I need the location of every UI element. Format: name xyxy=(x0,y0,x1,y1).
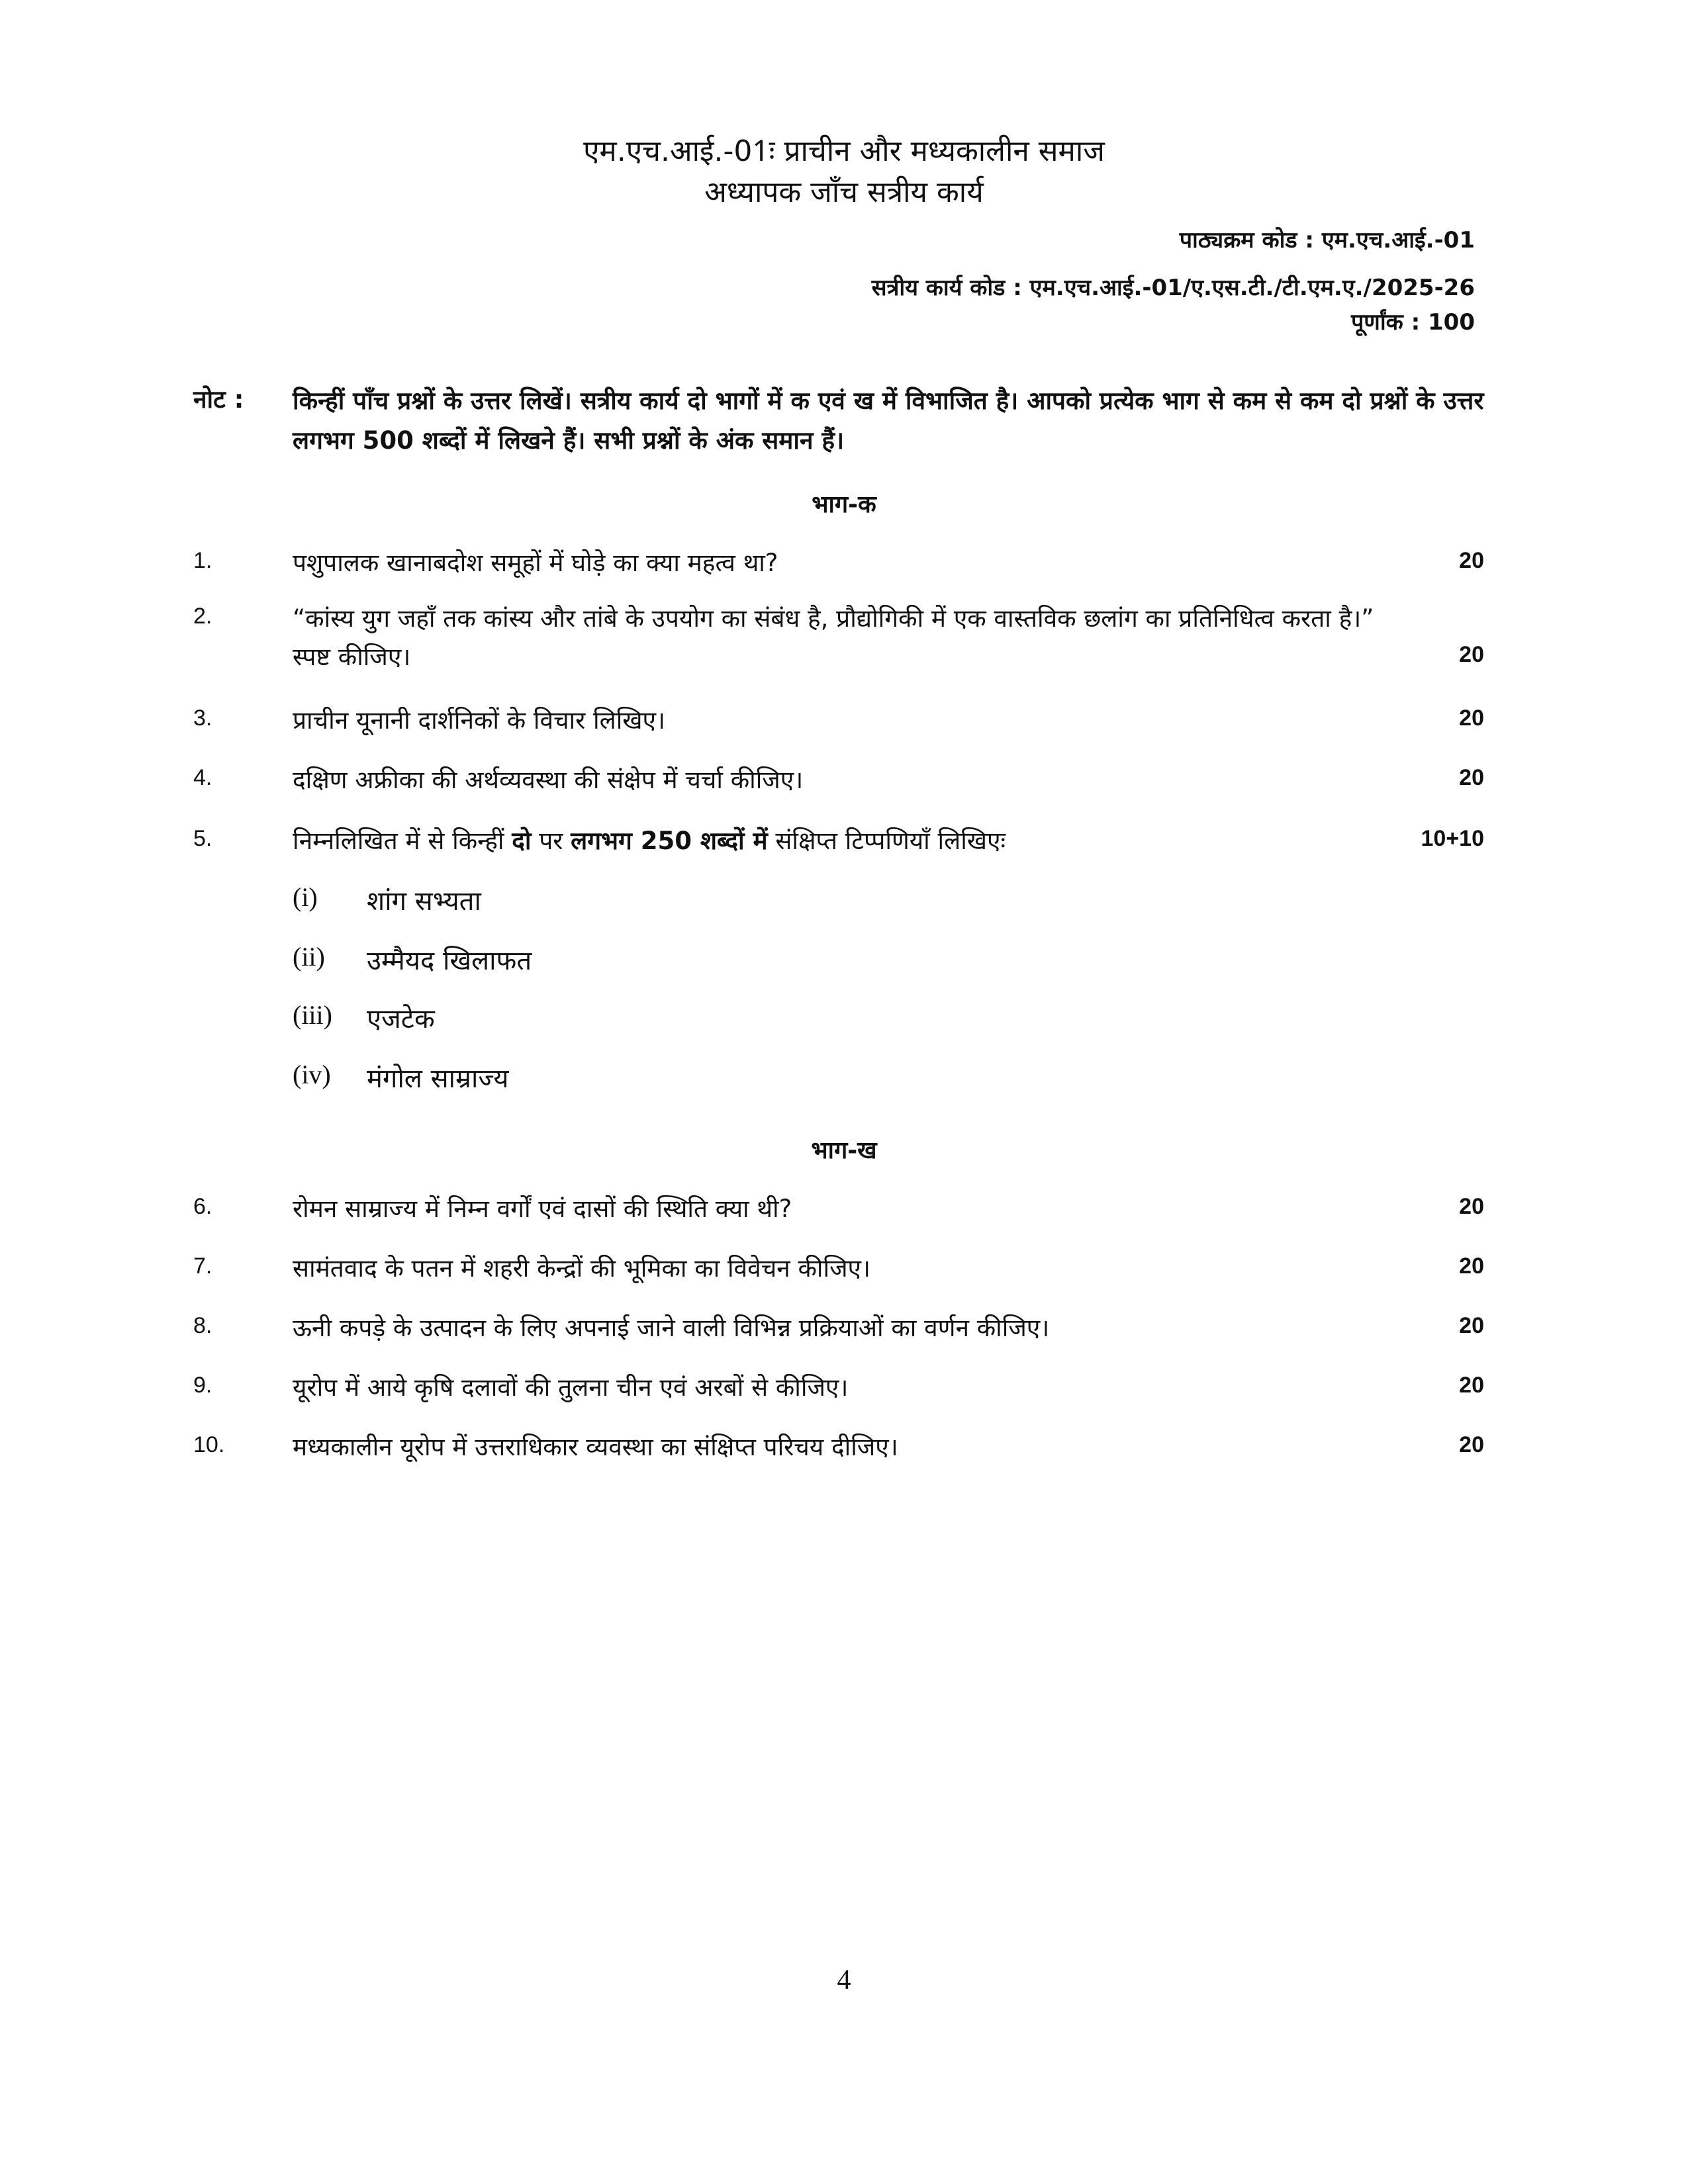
course-code: पाठ्यक्रम कोड : एम.एच.आई.-01 xyxy=(1179,227,1475,253)
question-marks: 20 xyxy=(1459,1253,1484,1279)
question-text-part: पर xyxy=(531,827,571,855)
page-number: 4 xyxy=(837,1965,851,1995)
question-number: 5. xyxy=(193,826,212,851)
sub-item-text: शांग सभ्यता xyxy=(367,886,481,917)
question-text: सामंतवाद के पतन में शहरी केन्द्रों की भूमिका का विवेचन कीजिए। xyxy=(293,1254,871,1283)
question-marks: 20 xyxy=(1459,705,1484,731)
sub-item-text: उम्मैयद खिलाफत xyxy=(367,946,532,976)
question-number: 9. xyxy=(193,1373,212,1398)
question-text: ऊनी कपड़े के उत्पादन के लिए अपनाई जाने वाली विभिन्न प्रक्रियाओं का वर्णन कीजिए। xyxy=(293,1314,1050,1342)
question-marks: 20 xyxy=(1459,765,1484,790)
question-number: 10. xyxy=(193,1432,225,1457)
assignment-code: सत्रीय कार्य कोड : एम.एच.आई.-01/ए.एस.टी./टी.एम.ए./2025-26 xyxy=(871,275,1475,301)
question-text: मध्यकालीन यूरोप में उत्तराधिकार व्यवस्था का संक्षिप्त परिचय दीजिए। xyxy=(293,1433,898,1461)
question-marks: 20 xyxy=(1459,1194,1484,1219)
question-marks: 20 xyxy=(1459,548,1484,573)
question-text-part: निम्नलिखित में से किन्हीं xyxy=(293,827,512,855)
document-subtitle: अध्यापक जाँच सत्रीय कार्य xyxy=(704,175,984,209)
question-text-part: संक्षिप्त टिप्पणियाँ लिखिएः xyxy=(767,827,1006,855)
question-text: यूरोप में आये कृषि दलावों की तुलना चीन एवं अरबों से कीजिए। xyxy=(293,1373,849,1402)
sub-item-text: एजटेक xyxy=(367,1004,435,1034)
question-text: “कांस्य युग जहाँ तक कांस्य और तांबे के उपयोग का संबंध है, प्रौद्योगिकी में एक वास्तविक छलांग का प्रतिनिधित्व करता है।” स्पष्ट कीजिए। xyxy=(293,604,1374,671)
note-text: किन्हीं पाँच प्रश्नों के उत्तर लिखें। सत्रीय कार्य दो भागों में क एवं ख में विभाजित है। आपको प्रत्येक भाग से कम से कम दो प्रश्नों के उत्तर लगभग 500 शब्दों में लिखने हैं। सभी प्रश्नों के अंक समान हैं। xyxy=(293,387,1484,455)
question-text xyxy=(293,822,1418,860)
question-marks: 20 xyxy=(1459,1373,1484,1398)
max-marks: पूर्णांक : 100 xyxy=(1350,309,1475,336)
question-number: 6. xyxy=(193,1194,212,1219)
document-title: एम.एच.आई.-01ः प्राचीन और मध्यकालीन समाज xyxy=(583,134,1105,168)
question-number: 1. xyxy=(193,548,212,573)
question-number: 4. xyxy=(193,765,212,790)
question-text: प्राचीन यूनानी दार्शनिकों के विचार लिखिए। xyxy=(293,706,666,735)
question-marks: 20 xyxy=(1459,642,1484,667)
question-text-emphasis: लगभग 250 शब्दों में xyxy=(571,827,768,855)
sub-item-number: (iv) xyxy=(293,1060,331,1089)
section-a-title: भाग-क xyxy=(812,491,876,518)
sub-item-number: (i) xyxy=(293,882,318,912)
note-label: नोट : xyxy=(193,385,244,414)
question-text: रोमन साम्राज्य में निम्न वर्गों एवं दासों की स्थिति क्या थी? xyxy=(293,1195,792,1223)
question-text: दक्षिण अफ्रीका की अर्थव्यवस्था की संक्षेप में चर्चा कीजिए। xyxy=(293,766,804,794)
question-marks: 10+10 xyxy=(1421,826,1484,851)
question-number: 2. xyxy=(193,604,212,629)
sub-item-number: (iii) xyxy=(293,1000,332,1030)
question-marks: 20 xyxy=(1459,1432,1484,1457)
question-text-emphasis: दो xyxy=(512,827,532,855)
question-marks: 20 xyxy=(1459,1313,1484,1338)
question-number: 3. xyxy=(193,705,212,731)
sub-item-text: मंगोल साम्राज्य xyxy=(367,1064,509,1094)
section-b-title: भाग-ख xyxy=(811,1137,877,1164)
sub-item-number: (ii) xyxy=(293,942,325,972)
question-text: पशुपालक खानाबदोश समूहों में घोड़े का क्या महत्व था? xyxy=(293,549,778,577)
question-number: 8. xyxy=(193,1313,212,1338)
question-number: 7. xyxy=(193,1253,212,1279)
